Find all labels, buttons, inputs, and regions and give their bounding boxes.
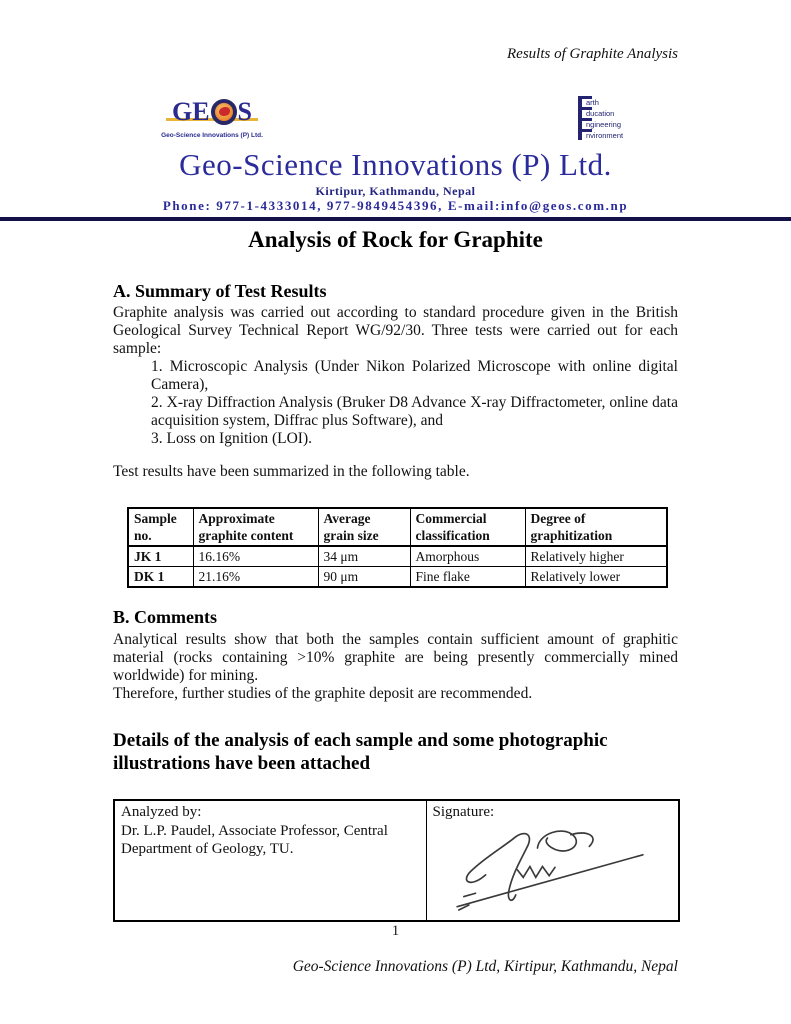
document-title: Analysis of Rock for Graphite bbox=[248, 227, 543, 252]
cell-class-dk1: Fine flake bbox=[410, 567, 525, 588]
cell-content-jk1: 16.16% bbox=[193, 546, 318, 567]
geos-logo-mark bbox=[172, 97, 252, 131]
e-logo-word-education: ducation bbox=[586, 109, 615, 118]
company-address: Kirtipur, Kathmandu, Nepal bbox=[315, 184, 476, 198]
e-logo-row bbox=[582, 107, 623, 118]
cell-degree-jk1: Relatively higher bbox=[525, 546, 667, 567]
list-item-xrd: 2. X-ray Diffraction Analysis (Bruker D8 Advance X-ray Diffractometer, online data acquisition system, Diffrac plus Software), and bbox=[151, 394, 678, 429]
cell-content-dk1: 21.16% bbox=[193, 567, 318, 588]
analyzed-by-detail: Dr. L.P. Paudel, Associate Professor, Central Department of Geology, TU. bbox=[121, 822, 388, 857]
e-logo bbox=[578, 96, 623, 140]
header-grain-size: Average grain size bbox=[318, 508, 410, 546]
analysis-method-list bbox=[151, 358, 678, 448]
e-logo-word-environment: nvironment bbox=[586, 131, 624, 140]
list-item-loi: 3. Loss on Ignition (LOI). bbox=[151, 430, 313, 447]
cell-sample-jk1: JK 1 bbox=[128, 546, 193, 567]
geos-logo-text-right: S bbox=[237, 97, 253, 126]
analyzed-by-cell bbox=[114, 800, 426, 921]
geos-logo-caption: Geo-Science Innovations (P) Ltd. bbox=[161, 132, 263, 139]
e-logo-word-earth: arth bbox=[586, 98, 599, 107]
company-name: Geo-Science Innovations (P) Ltd. bbox=[179, 147, 612, 182]
e-logo-row bbox=[582, 96, 623, 107]
company-contact: Phone: 977-1-4333014, 977-9849454396, E-mail:info@geos.com.np bbox=[162, 198, 629, 213]
table-note: Test results have been summarized in the following table. bbox=[113, 463, 470, 480]
page-footer: Geo-Science Innovations (P) Ltd, Kirtipur, Kathmandu, Nepal bbox=[292, 958, 678, 975]
comments-paragraph-1: Analytical results show that both the samples contain sufficient amount of graphitic material (rocks containing >10% graphite are being presently commercially mined worldwide) for mining. bbox=[113, 631, 678, 684]
comments-paragraph-2: Therefore, further studies of the graphite deposit are recommended. bbox=[113, 685, 533, 702]
header-rule bbox=[0, 217, 791, 221]
cell-class-jk1: Amorphous bbox=[410, 546, 525, 567]
table-header-row bbox=[128, 508, 667, 546]
cell-sample-dk1: DK 1 bbox=[128, 567, 193, 588]
header-graphite-content: Approximate graphite content bbox=[193, 508, 318, 546]
header-graphitization: Degree of graphitization bbox=[525, 508, 667, 546]
signature-image bbox=[445, 823, 655, 915]
table-row bbox=[128, 546, 667, 567]
cell-grain-dk1: 90 μm bbox=[318, 567, 410, 588]
running-title: Results of Graphite Analysis bbox=[507, 46, 678, 62]
e-logo-row bbox=[582, 129, 623, 140]
attachment-note: Details of the analysis of each sample and some photographic illustrations have been attached bbox=[113, 730, 608, 774]
cell-degree-dk1: Relatively lower bbox=[525, 567, 667, 588]
cell-grain-jk1: 34 μm bbox=[318, 546, 410, 567]
e-logo-word-engineering: ngineering bbox=[586, 120, 622, 129]
e-logo-row bbox=[582, 118, 623, 129]
header-sample-no: Sample no. bbox=[128, 508, 193, 546]
signature-label: Signature: bbox=[432, 804, 495, 820]
geos-logo bbox=[160, 97, 264, 139]
list-item-microscopic: 1. Microscopic Analysis (Under Nikon Polarized Microscope with online digital Camera), bbox=[151, 358, 678, 393]
section-b-heading: B. Comments bbox=[113, 607, 217, 627]
results-table bbox=[127, 507, 668, 588]
signature-table bbox=[113, 799, 680, 922]
geos-logo-text-left: GE bbox=[171, 97, 210, 126]
analyzed-by-label: Analyzed by: bbox=[121, 804, 202, 820]
section-a-heading: A. Summary of Test Results bbox=[113, 281, 327, 301]
signature-row bbox=[114, 800, 679, 921]
section-a-intro: Graphite analysis was carried out according to standard procedure given in the British Geological Survey Technical Report WG/92/30. Three tests were carried out for each sample: bbox=[113, 304, 678, 357]
header-classification: Commercial classification bbox=[410, 508, 525, 546]
signature-cell bbox=[426, 800, 679, 921]
page-number: 1 bbox=[391, 923, 400, 939]
table-row bbox=[128, 567, 667, 588]
geos-globe-icon bbox=[211, 99, 237, 125]
